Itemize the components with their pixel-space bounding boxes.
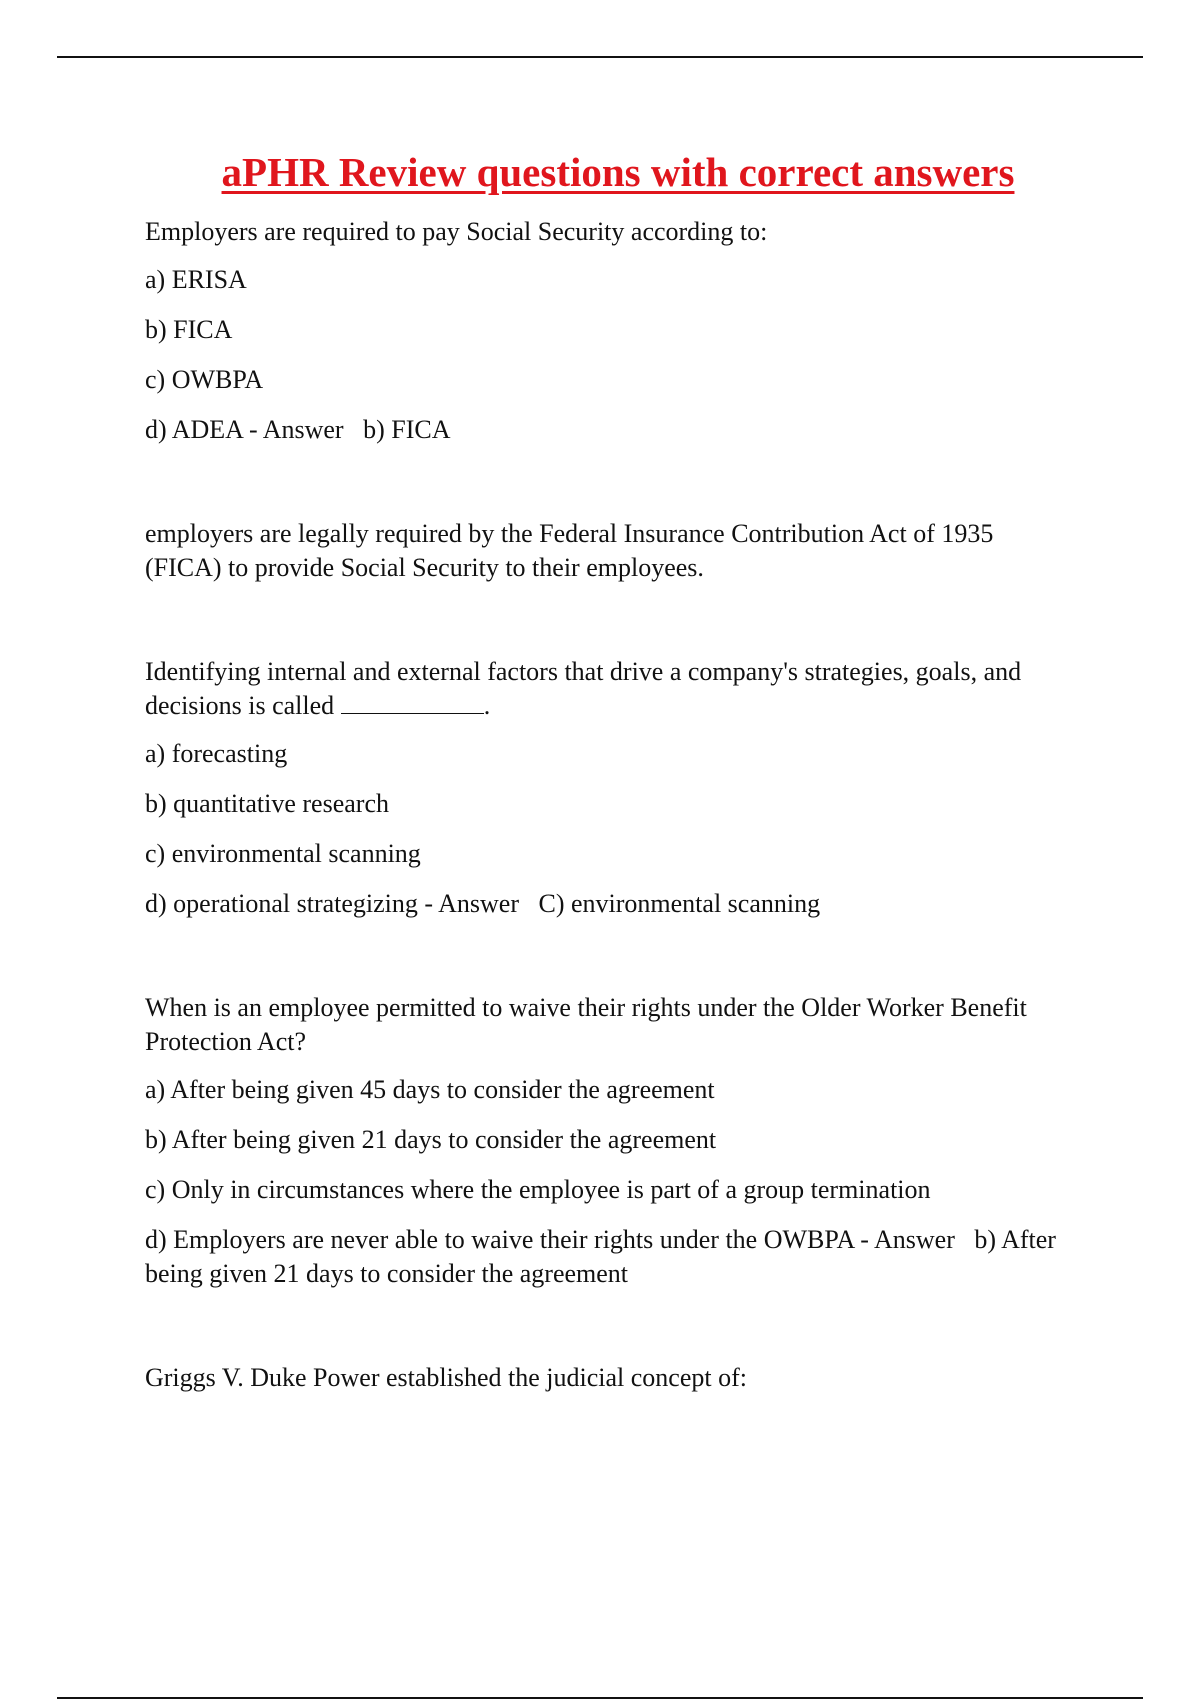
question-3-option-a: a) After being given 45 days to consider the agreement [145, 1075, 715, 1104]
question-3-option-d-answer: d) Employers are never able to waive their rights under the OWBPA - Answer b) After being given 21 days to consider the agreement [145, 1225, 1063, 1288]
question-1-option-d-answer: d) ADEA - Answer b) FICA [145, 415, 451, 444]
top-rule [57, 56, 1143, 58]
question-2-option-b: b) quantitative research [145, 789, 389, 818]
question-1-option-a: a) ERISA [145, 265, 247, 294]
question-3-stem: When is an employee permitted to waive their rights under the Older Worker Benefit Protection Act? [145, 993, 1027, 1056]
document-body [145, 215, 1075, 1409]
question-2-stem [145, 655, 1075, 723]
question-1-option-c: c) OWBPA [145, 365, 264, 394]
question-2-option-d-answer: d) operational strategizing - Answer C) environmental scanning [145, 889, 821, 918]
question-1-stem: Employers are required to pay Social Security according to: [145, 217, 768, 246]
question-4-stem: Griggs V. Duke Power established the judicial concept of: [145, 1363, 747, 1392]
bottom-rule [57, 1697, 1143, 1699]
question-2-stem-text: Identifying internal and external factors that drive a company's strategies, goals, and decisions is called [145, 657, 1022, 720]
question-2-stem-end: . [483, 691, 491, 720]
question-1-explanation: employers are legally required by the Federal Insurance Contribution Act of 1935 (FICA) to provide Social Security to their employees. [145, 519, 994, 582]
question-3-option-c: c) Only in circumstances where the employee is part of a group termination [145, 1175, 931, 1204]
question-3-option-b: b) After being given 21 days to consider the agreement [145, 1125, 717, 1154]
fill-in-blank [341, 691, 484, 714]
question-1-option-b: b) FICA [145, 315, 233, 344]
document-title: aPHR Review questions with correct answers [221, 149, 1015, 195]
question-2-option-a: a) forecasting [145, 739, 288, 768]
question-2-option-c: c) environmental scanning [145, 839, 421, 868]
